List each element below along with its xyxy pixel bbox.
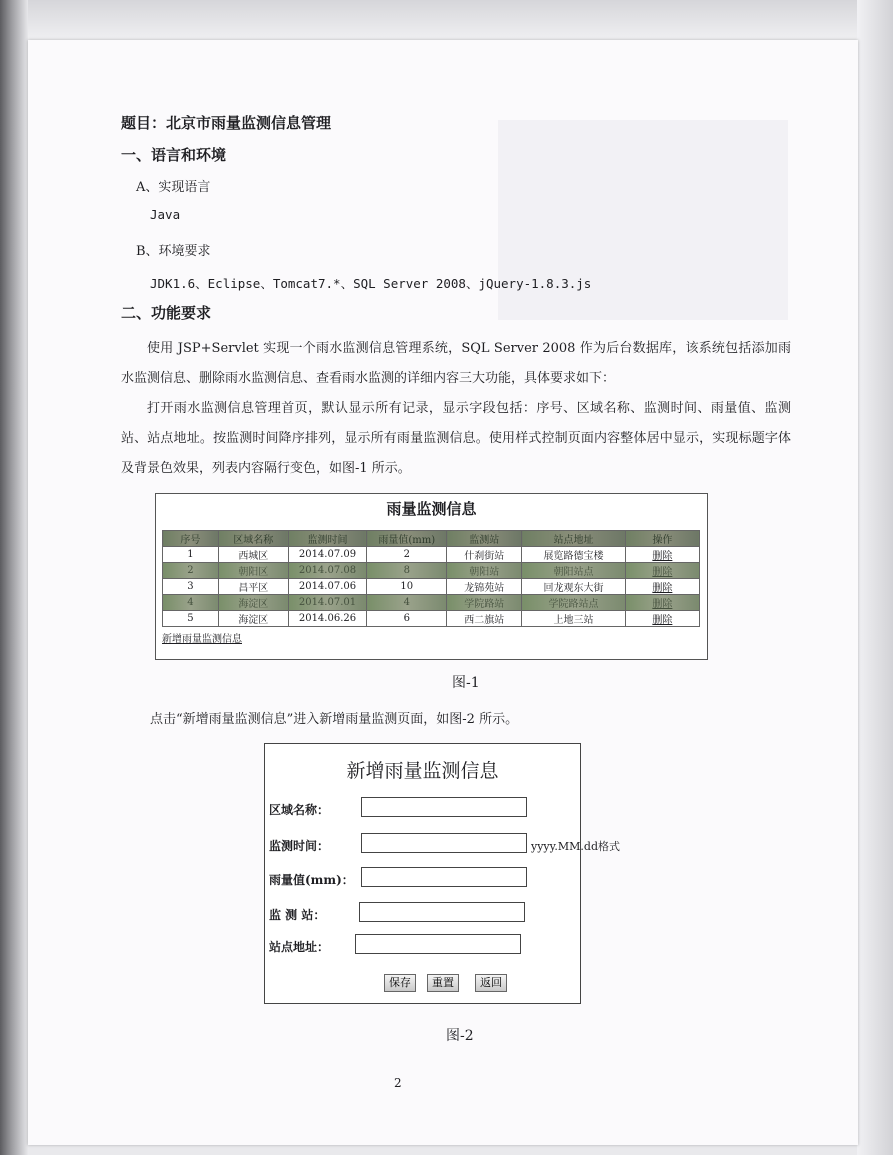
requirements-text: [121, 334, 791, 484]
header-cell: 站点地址: [522, 531, 626, 547]
section-function-req: 二、功能要求: [121, 304, 212, 322]
table-cell: 展览路德宝楼: [522, 547, 626, 563]
table-cell: 2014.07.08: [288, 563, 366, 579]
delete-link[interactable]: 删除: [625, 611, 699, 627]
table-cell: 2014.07.01: [288, 595, 366, 611]
fig2-title: 新增雨量监测信息: [346, 760, 499, 782]
header-cell: 区域名称: [218, 531, 288, 547]
table-cell: 2014.06.26: [288, 611, 366, 627]
table-cell: 10: [367, 579, 447, 595]
table-cell: 学院路站: [447, 595, 522, 611]
station-label: 监 测 站：: [269, 908, 326, 922]
doc-title: 题目：北京市雨量监测信息管理: [121, 114, 332, 132]
region-input[interactable]: [361, 797, 527, 817]
address-label: 站点地址：: [269, 940, 330, 954]
impl-language-label: A、实现语言: [136, 180, 211, 195]
impl-language-value: Java: [150, 207, 181, 222]
table-cell: 5: [163, 611, 219, 627]
back-button[interactable]: 返回: [475, 974, 507, 992]
document-page: [28, 40, 858, 1145]
table-cell: 龙锦苑站: [447, 579, 522, 595]
table-cell: 8: [367, 563, 447, 579]
header-cell: 雨量值(mm): [367, 531, 447, 547]
table-cell: 2: [163, 563, 219, 579]
table-cell: 朝阳区: [218, 563, 288, 579]
table-cell: 海淀区: [218, 595, 288, 611]
rain-table: [162, 530, 700, 627]
env-requirement-label: B、环境要求: [136, 244, 211, 259]
figure-2-add-form: [264, 743, 620, 1004]
table-cell: 西城区: [218, 547, 288, 563]
table-cell: 6: [367, 611, 447, 627]
table-cell: 昌平区: [218, 579, 288, 595]
table-row: [163, 547, 700, 563]
reset-button[interactable]: 重置: [427, 974, 459, 992]
header-cell: 操作: [625, 531, 699, 547]
delete-link[interactable]: 删除: [625, 595, 699, 611]
header-cell: 监测时间: [288, 531, 366, 547]
address-input[interactable]: [355, 934, 521, 954]
rain-input[interactable]: [361, 867, 527, 887]
table-cell: 海淀区: [218, 611, 288, 627]
table-row: [163, 563, 700, 579]
table-cell: 朝阳站点: [522, 563, 626, 579]
time-format-hint: yyyy.MM.dd格式: [531, 840, 620, 853]
region-label: 区域名称：: [269, 803, 330, 817]
table-row: [163, 579, 700, 595]
page-number: 2: [394, 1076, 402, 1090]
scan-right-edge: [857, 0, 893, 1155]
table-cell: 上地三站: [522, 611, 626, 627]
delete-link[interactable]: 删除: [625, 563, 699, 579]
table-cell: 2: [367, 547, 447, 563]
delete-link[interactable]: 删除: [625, 547, 699, 563]
table-cell: 回龙观东大街: [522, 579, 626, 595]
figure-1-list-page: [155, 493, 708, 660]
figure-2-caption: 图-2: [446, 1028, 474, 1044]
rain-label: 雨量值(mm)：: [269, 873, 354, 887]
add-rain-info-link[interactable]: 新增雨量监测信息: [162, 634, 242, 645]
header-cell: 序号: [163, 531, 219, 547]
scan-left-edge: [0, 0, 28, 1155]
time-input[interactable]: [361, 833, 527, 853]
env-requirement-value: JDK1.6、Eclipse、Tomcat7.*、SQL Server 2008、jQuery-1.8.3.js: [150, 276, 592, 291]
time-label: 监测时间：: [269, 839, 330, 853]
paragraph-list-page: 打开雨水监测信息管理首页，默认显示所有记录，显示字段包括：序号、区域名称、监测时间、雨量值、监测站、站点地址。按监测时间降序排列，显示所有雨量监测信息。使用样式控制页面内容整体居中显示，实现标题字体及背景色效果，列表内容隔行变色，如图-1 所示。: [121, 401, 791, 476]
section-language-env: 一、语言和环境: [121, 146, 227, 164]
paragraph-intro: 使用 JSP+Servlet 实现一个雨水监测信息管理系统，SQL Server 2008 作为后台数据库，该系统包括添加雨水监测信息、删除雨水监测信息、查看雨水监测的详细内容三大功能，具体要求如下：: [121, 341, 791, 386]
table-cell: 3: [163, 579, 219, 595]
table-cell: 4: [163, 595, 219, 611]
station-input[interactable]: [359, 902, 525, 922]
table-row: [163, 611, 700, 627]
delete-link[interactable]: 删除: [625, 579, 699, 595]
table-cell: 2014.07.09: [288, 547, 366, 563]
table-cell: 2014.07.06: [288, 579, 366, 595]
table-cell: 1: [163, 547, 219, 563]
table-header-row: [163, 531, 700, 547]
save-button[interactable]: 保存: [384, 974, 416, 992]
fig1-title: 雨量监测信息: [386, 500, 477, 518]
table-row: [163, 595, 700, 611]
table-cell: 什刹街站: [447, 547, 522, 563]
paragraph-add-page: 点击“新增雨量监测信息”进入新增雨量监测页面，如图-2 所示。: [150, 712, 519, 727]
table-cell: 朝阳站: [447, 563, 522, 579]
table-cell: 学院路站点: [522, 595, 626, 611]
header-cell: 监测站: [447, 531, 522, 547]
figure-1-caption: 图-1: [452, 675, 480, 691]
scan-top-edge: [0, 0, 893, 44]
table-cell: 西二旗站: [447, 611, 522, 627]
table-cell: 4: [367, 595, 447, 611]
